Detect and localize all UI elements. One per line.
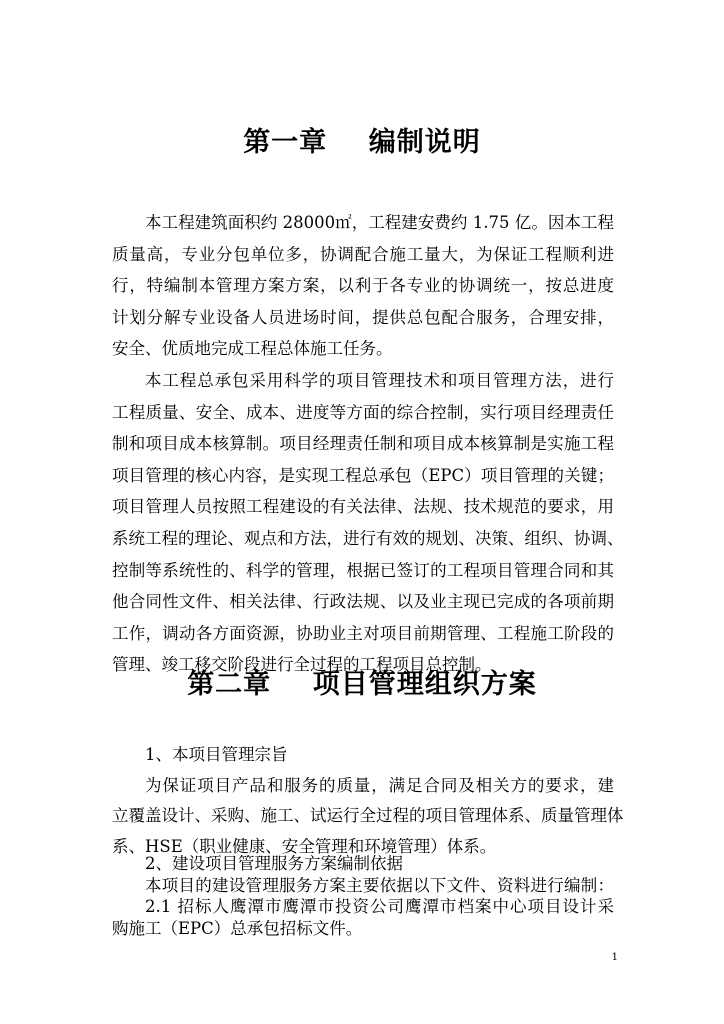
- paragraph-1-line: 安全、优质地完成工程总体施工任务。: [112, 339, 393, 359]
- section-2-intro: 本项目的建设管理服务方案主要依据以下文件、资料进行编制：: [145, 875, 614, 895]
- paragraph-2-line: 系统工程的理论、观点和方法，进行有效的规划、决策、组织、协调、: [112, 528, 624, 548]
- paragraph-1-line: 质量高，专业分包单位多，协调配合施工量大，为保证工程顺利进: [112, 244, 614, 264]
- paragraph-2-line: 本工程总承包采用科学的项目管理技术和项目管理方法，进行: [145, 370, 614, 390]
- paragraph-1-line: 行，特编制本管理方案方案，以利于各专业的协调统一，按总进度: [112, 276, 614, 296]
- section-1-paragraph-line: 立覆盖设计、采购、施工、试运行全过程的项目管理体系、质量管理体: [112, 806, 624, 825]
- chapter-1-title: 第一章 编制说明: [243, 127, 481, 158]
- chapter-1-body: [112, 207, 624, 681]
- paragraph-2-line: 控制等系统性的、科学的管理，根据已签订的工程项目管理合同和其: [112, 560, 614, 580]
- chapter-2-title: 第二章 项目管理组织方案: [187, 669, 537, 700]
- section-1-paragraph-line: 系、HSE（职业健康、安全管理和环境管理）体系。: [112, 836, 497, 856]
- paragraph-2-line: 工作，调动各方面资源，协助业主对项目前期管理、工程施工阶段的: [112, 623, 614, 643]
- section-1-paragraph-line: 为保证项目产品和服务的质量，满足合同及相关方的要求，建: [145, 775, 614, 795]
- section-2-heading: 2、建设项目管理服务方案编制依据: [145, 854, 403, 873]
- paragraph-2-line: 制和项目成本核算制。项目经理责任制和项目成本核算制是实施工程: [112, 434, 614, 454]
- paragraph-1-line: 计划分解专业设备人员进场时间，提供总包配合服务，合理安排，: [112, 307, 614, 327]
- paragraph-1-line: 本工程建筑面积约 28000㎡，工程建安费约 1.75 亿。因本工程: [145, 213, 614, 232]
- item-2-1-line: 2.1 招标人鹰潭市鹰潭市投资公司鹰潭市档案中心项目设计采: [145, 897, 614, 916]
- paragraph-2-line: 工程质量、安全、成本、进度等方面的综合控制，实行项目经理责任: [112, 402, 614, 422]
- section-1-heading: 1、本项目管理宗旨: [145, 745, 288, 764]
- paragraph-2-line: 项目管理的核心内容，是实现工程总承包（EPC）项目管理的关键；: [112, 465, 614, 485]
- paragraph-2-line: 他合同性文件、相关法律、行政法规、以及业主现已完成的各项前期: [112, 592, 614, 612]
- paragraph-2-line: 管理、竣工移交阶段进行全过程的工程项目总控制。: [112, 655, 492, 675]
- paragraph-2-line: 项目管理人员按照工程建设的有关法律、法规、技术规范的要求，用: [112, 497, 614, 517]
- page-number: 1: [611, 952, 618, 963]
- chapter-2-section-2: [112, 853, 614, 939]
- item-2-1-line: 购施工（EPC）总承包招标文件。: [112, 918, 363, 938]
- chapter-2-section-1: [112, 740, 624, 862]
